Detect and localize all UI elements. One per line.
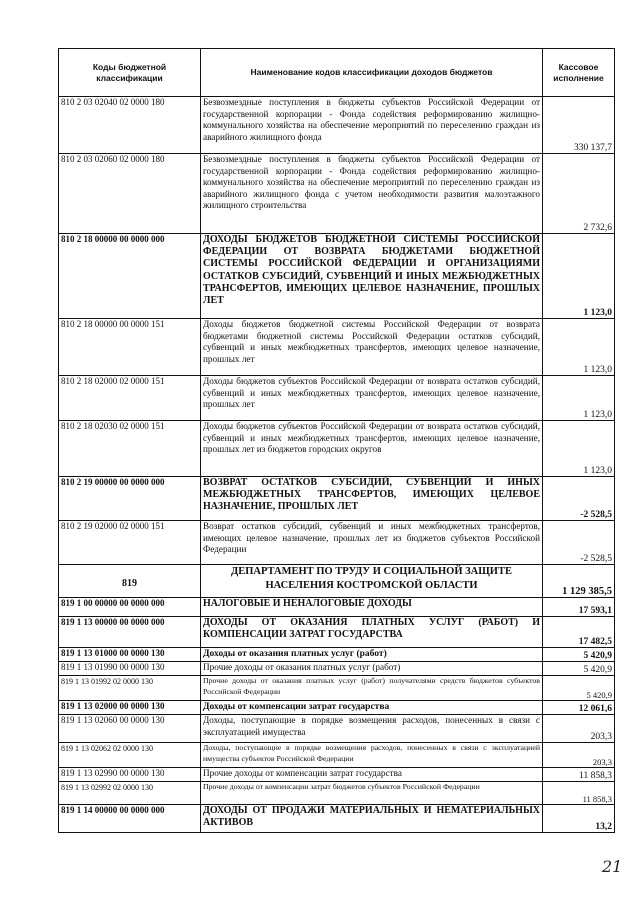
row-name: Доходы, поступающие в порядке возмещения расходов, понесенных в связи с эксплуатацией имущества xyxy=(201,715,543,743)
table-row xyxy=(59,598,615,617)
row-amount: 13,2 xyxy=(543,805,615,833)
table-header-row xyxy=(59,49,615,97)
row-amount: 2 732,6 xyxy=(543,154,615,234)
table-row xyxy=(59,477,615,521)
table-row xyxy=(59,376,615,421)
row-amount: 11 858,3 xyxy=(543,782,615,805)
header-name: Наименование кодов классификации доходов бюджетов xyxy=(201,49,543,97)
row-amount: 11 858,3 xyxy=(543,768,615,782)
row-name: Доходы бюджетов бюджетной системы Российской Федерации от возврата бюджетами бюджетной системы Российской Федерации остатков субсидий, субвенций и иных межбюджетных трансфертов, имеющих целевое назначение, прошлых лет xyxy=(201,319,543,376)
row-amount: 203,3 xyxy=(543,715,615,743)
table-row xyxy=(59,97,615,154)
table-row xyxy=(59,521,615,565)
row-amount: 203,3 xyxy=(543,743,615,768)
row-name: Прочие доходы от компенсации затрат бюджетов субъектов Российской Федерации xyxy=(201,782,543,805)
table-row xyxy=(59,715,615,743)
row-name: Доходы от компенсации затрат государства xyxy=(201,701,543,715)
row-name: Прочие доходы от компенсации затрат государства xyxy=(201,768,543,782)
row-name: ВОЗВРАТ ОСТАТКОВ СУБСИДИЙ, СУБВЕНЦИЙ И ИНЫХ МЕЖБЮДЖЕТНЫХ ТРАНСФЕРТОВ, ИМЕЮЩИХ ЦЕЛЕВОЕ НАЗНАЧЕНИЕ, ПРОШЛЫХ ЛЕТ xyxy=(201,477,543,521)
row-amount: 1 123,0 xyxy=(543,319,615,376)
row-amount: 17 593,1 xyxy=(543,598,615,617)
header-amount: Кассовое исполнение xyxy=(543,49,615,97)
row-amount: 1 123,0 xyxy=(543,421,615,477)
row-code: 819 1 13 02992 02 0000 130 xyxy=(59,782,201,805)
table-row xyxy=(59,617,615,648)
row-name: НАЛОГОВЫЕ И НЕНАЛОГОВЫЕ ДОХОДЫ xyxy=(201,598,543,617)
row-code: 819 1 14 00000 00 0000 000 xyxy=(59,805,201,833)
row-amount: 1 129 385,5 xyxy=(543,565,615,598)
row-code: 819 1 13 01990 00 0000 130 xyxy=(59,662,201,676)
table-row xyxy=(59,805,615,833)
row-amount: 5 420,9 xyxy=(543,648,615,662)
row-amount: 12 061,6 xyxy=(543,701,615,715)
table-row xyxy=(59,421,615,477)
row-amount: -2 528,5 xyxy=(543,521,615,565)
row-amount: 1 123,0 xyxy=(543,376,615,421)
row-code: 819 1 13 01992 02 0000 130 xyxy=(59,676,201,701)
row-amount: 1 123,0 xyxy=(543,234,615,319)
row-code: 819 xyxy=(59,565,201,598)
row-amount: 5 420,9 xyxy=(543,662,615,676)
row-name: Доходы, поступающие в порядке возмещения расходов, понесенных в связи с эксплуатацией имущества субъектов Российской Федерации xyxy=(201,743,543,768)
row-name: Возврат остатков субсидий, субвенций и иных межбюджетных трансфертов, имеющих целевое назначение, прошлых лет из бюджетов субъектов Российской Федерации xyxy=(201,521,543,565)
row-code: 819 1 00 00000 00 0000 000 xyxy=(59,598,201,617)
table-row xyxy=(59,782,615,805)
table-row xyxy=(59,234,615,319)
row-name: ДОХОДЫ ОТ ПРОДАЖИ МАТЕРИАЛЬНЫХ И НЕМАТЕРИАЛЬНЫХ АКТИВОВ xyxy=(201,805,543,833)
row-code: 810 2 18 00000 00 0000 000 xyxy=(59,234,201,319)
row-name: Доходы от оказания платных услуг (работ) xyxy=(201,648,543,662)
row-name: ДОХОДЫ БЮДЖЕТОВ БЮДЖЕТНОЙ СИСТЕМЫ РОССИЙСКОЙ ФЕДЕРАЦИИ ОТ ВОЗВРАТА БЮДЖЕТАМИ БЮДЖЕТНОЙ СИСТЕМЫ РОССИЙСКОЙ ФЕДЕРАЦИИ И ОРГАНИЗАЦИЯМИ ОСТАТКОВ СУБСИДИЙ, СУБВЕНЦИЙ И ИНЫХ МЕЖБЮДЖЕТНЫХ ТРАНСФЕРТОВ, ИМЕЮЩИХ ЦЕЛЕВОЕ НАЗНАЧЕНИЕ, ПРОШЛЫХ ЛЕТ xyxy=(201,234,543,319)
row-name: ДОХОДЫ ОТ ОКАЗАНИЯ ПЛАТНЫХ УСЛУГ (РАБОТ) И КОМПЕНСАЦИИ ЗАТРАТ ГОСУДАРСТВА xyxy=(201,617,543,648)
table-row xyxy=(59,701,615,715)
table-row xyxy=(59,768,615,782)
row-code: 810 2 19 02000 02 0000 151 xyxy=(59,521,201,565)
table-row xyxy=(59,662,615,676)
table-row xyxy=(59,676,615,701)
row-code: 810 2 18 02000 02 0000 151 xyxy=(59,376,201,421)
row-name: Прочие доходы от оказания платных услуг (работ) xyxy=(201,662,543,676)
revenue-table xyxy=(58,48,615,833)
row-code: 819 1 13 01000 00 0000 130 xyxy=(59,648,201,662)
row-code: 819 1 13 02060 00 0000 130 xyxy=(59,715,201,743)
row-code: 810 2 18 00000 00 0000 151 xyxy=(59,319,201,376)
row-code: 819 1 13 00000 00 0000 000 xyxy=(59,617,201,648)
table-row xyxy=(59,743,615,768)
row-code: 810 2 18 02030 02 0000 151 xyxy=(59,421,201,477)
page-number: 21 xyxy=(602,857,623,876)
row-code: 819 1 13 02000 00 0000 130 xyxy=(59,701,201,715)
row-code: 810 2 19 00000 00 0000 000 xyxy=(59,477,201,521)
table-row xyxy=(59,565,615,598)
row-code: 810 2 03 02060 02 0000 180 xyxy=(59,154,201,234)
row-amount: 17 482,5 xyxy=(543,617,615,648)
row-name: ДЕПАРТАМЕНТ ПО ТРУДУ И СОЦИАЛЬНОЙ ЗАЩИТЕ НАСЕЛЕНИЯ КОСТРОМСКОЙ ОБЛАСТИ xyxy=(201,565,543,598)
row-amount: 5 420,9 xyxy=(543,676,615,701)
row-code: 819 1 13 02990 00 0000 130 xyxy=(59,768,201,782)
table-row xyxy=(59,319,615,376)
row-code: 810 2 03 02040 02 0000 180 xyxy=(59,97,201,154)
row-amount: -2 528,5 xyxy=(543,477,615,521)
row-name: Безвозмездные поступления в бюджеты субъектов Российской Федерации от государственной корпорации - Фонда содействия реформированию жилищно-коммунального хозяйства на обеспечение мероприятий по переселению граждан из аварийного жилищного фонда с учетом необходимости развития малоэтажного жилищного строительства xyxy=(201,154,543,234)
header-code: Коды бюджетной классификации xyxy=(59,49,201,97)
row-name: Доходы бюджетов субъектов Российской Федерации от возврата остатков субсидий, субвенций и иных межбюджетных трансфертов, имеющих целевое назначение, прошлых лет xyxy=(201,376,543,421)
row-name: Безвозмездные поступления в бюджеты субъектов Российской Федерации от государственной корпорации - Фонда содействия реформированию жилищно-коммунального хозяйства на обеспечение мероприятий по переселению граждан из аварийного жилищного фонда xyxy=(201,97,543,154)
row-code: 819 1 13 02062 02 0000 130 xyxy=(59,743,201,768)
row-name: Доходы бюджетов субъектов Российской Федерации от возврата остатков субсидий, субвенций и иных межбюджетных трансфертов, имеющих целевое назначение, прошлых лет из бюджетов городских округов xyxy=(201,421,543,477)
table-row xyxy=(59,154,615,234)
table-row xyxy=(59,648,615,662)
row-name: Прочие доходы от оказания платных услуг (работ) получателями средств бюджетов субъектов Российской Федерации xyxy=(201,676,543,701)
row-amount: 330 137,7 xyxy=(543,97,615,154)
